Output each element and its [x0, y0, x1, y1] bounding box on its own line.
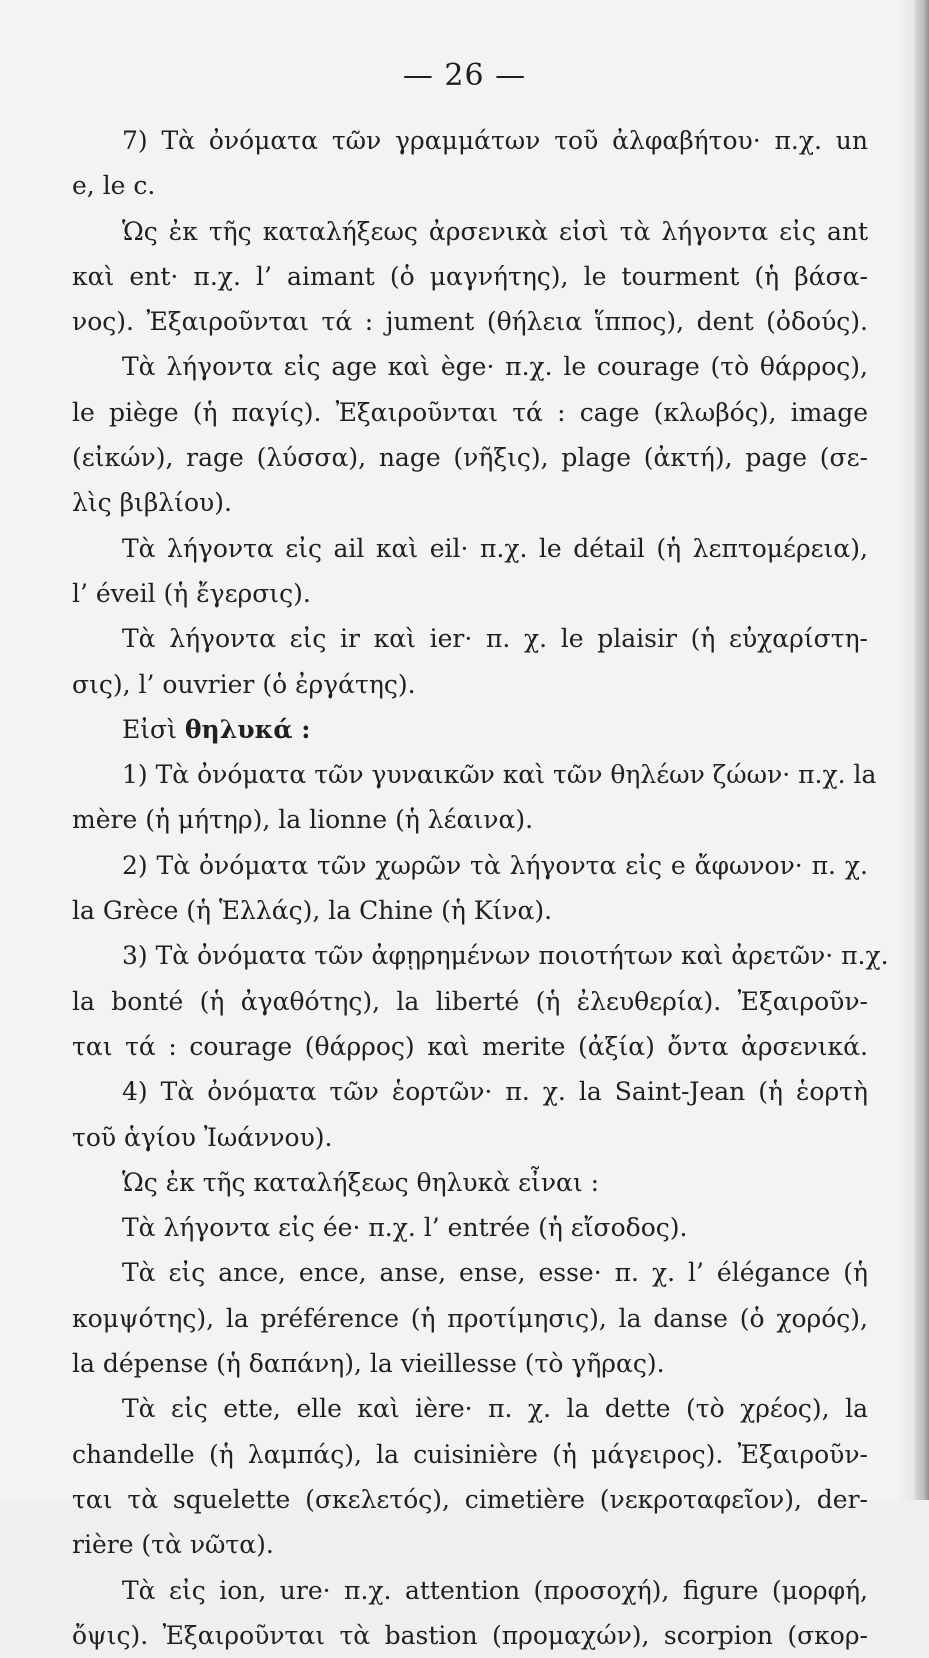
text-line: 7) Τὰ ὀνόματα τῶν γραμμάτων τοῦ ἀλφαβήτου· π.χ. un: [122, 126, 868, 155]
text-line: rière (τὰ νῶτα).: [72, 1530, 274, 1560]
text-line: ὄψις). Ἐξαιροῦνται τὰ bastion (προμαχών), scorpion (σκορ-: [72, 1620, 868, 1650]
text-line: mère (ἡ μήτηρ), la lionne (ἡ λέαινα).: [72, 805, 534, 835]
text-line: e, le c.: [72, 171, 156, 201]
text-line: la Grèce (ἡ Ἑλλάς), la Chine (ἡ Κίνα).: [72, 896, 553, 926]
text-line: Ὡς ἐκ τῆς καταλήξεως ἀρσενικὰ εἰσὶ τὰ λήγοντα εἰς ant: [122, 216, 868, 246]
text-line: ται τά : courage (θάρρος) καὶ merite (ἀξία) ὄντα ἀρσενικά.: [72, 1031, 868, 1061]
text-line: καὶ ent· π.χ. l’ aimant (ὁ μαγνήτης), le tourment (ἡ βάσα-: [72, 261, 868, 291]
text-line: σις), l’ ouvrier (ὁ ἐργάτης).: [72, 669, 416, 699]
text-line: Τὰ λήγοντα εἰς age καὶ ège· π.χ. le courage (τὸ θάρρος),: [122, 352, 868, 382]
text-line: le piège (ἡ παγίς). Ἐξαιροῦνται τά : cage (κλωβός), image: [72, 397, 868, 427]
text-line: 3) Τὰ ὀνόματα τῶν ἀφῃρημένων ποιοτήτων καὶ ἀρετῶν· π.χ.: [122, 941, 889, 971]
text-line: ται τὰ squelette (σκελετός), cimetière (νεκροταφεῖον), der-: [72, 1484, 868, 1514]
text-line: [72, 707, 868, 752]
text-line: κομψότης), la préférence (ἡ προτίμησις), la danse (ὁ χορός),: [72, 1303, 868, 1333]
body-text: [72, 118, 889, 1658]
text-line: 4) Τὰ ὀνόματα τῶν ἑορτῶν· π. χ. la Saint-Jean (ἡ ἑορτὴ: [122, 1077, 868, 1107]
page-gutter-shadow: [897, 0, 915, 1500]
page-edge: [915, 0, 929, 1500]
text-line: chandelle (ἡ λαμπάς), la cuisinière (ἡ μάγειρος). Ἐξαιροῦν-: [72, 1439, 868, 1469]
text-line: νος). Ἐξαιροῦνται τά : jument (θήλεια ἵππος), dent (ὀδούς).: [72, 307, 868, 337]
text-line: τοῦ ἁγίου Ἰωάννου).: [72, 1122, 333, 1152]
text-line: l’ éveil (ἡ ἔγερσις).: [72, 578, 311, 608]
line-text: Εἰσὶ: [122, 714, 177, 744]
text-line: 1) Τὰ ὀνόματα τῶν γυναικῶν καὶ τῶν θηλέων ζώων· π.χ. la: [122, 760, 877, 790]
text-line: la dépense (ἡ δαπάνη), la vieillesse (τὸ γῆρας).: [72, 1349, 665, 1379]
text-line: Τὰ εἰς ion, ure· π.χ. attention (προσοχή), figure (μορφή,: [122, 1575, 868, 1605]
text-line: Τὰ λήγοντα εἰς ir καὶ ier· π. χ. le plaisir (ἡ εὐχαρίστη-: [122, 624, 868, 654]
page-number: — 26 —: [402, 58, 527, 93]
text-line: Ὡς ἐκ τῆς καταλήξεως θηλυκὰ εἶναι :: [122, 1167, 600, 1197]
text-line: Τὰ λήγοντα εἰς ail καὶ eil· π.χ. le détail (ἡ λεπτομέρεια),: [122, 533, 868, 563]
text-line: 2) Τὰ ὀνόματα τῶν χωρῶν τὰ λήγοντα εἰς e ἄφωνον· π. χ.: [122, 850, 868, 880]
text-line: Τὰ λήγοντα εἰς ée· π.χ. l’ entrée (ἡ εἴσοδος).: [122, 1213, 688, 1243]
text-line: λὶς βιβλίου).: [72, 488, 232, 518]
text-line: Τὰ εἰς ance, ence, anse, ense, esse· π. χ. l’ élégance (ἡ: [122, 1258, 868, 1288]
text-line: Τὰ εἰς ette, elle καὶ ière· π. χ. la dette (τὸ χρέος), la: [122, 1394, 868, 1424]
section-heading: θηλυκά :: [184, 714, 311, 744]
text-line: la bonté (ἡ ἀγαθότης), la liberté (ἡ ἐλευθερία). Ἐξαιροῦν-: [72, 986, 868, 1016]
text-line: (εἰκών), rage (λύσσα), nage (νῆξις), plage (ἀκτή), page (σε-: [72, 443, 868, 473]
